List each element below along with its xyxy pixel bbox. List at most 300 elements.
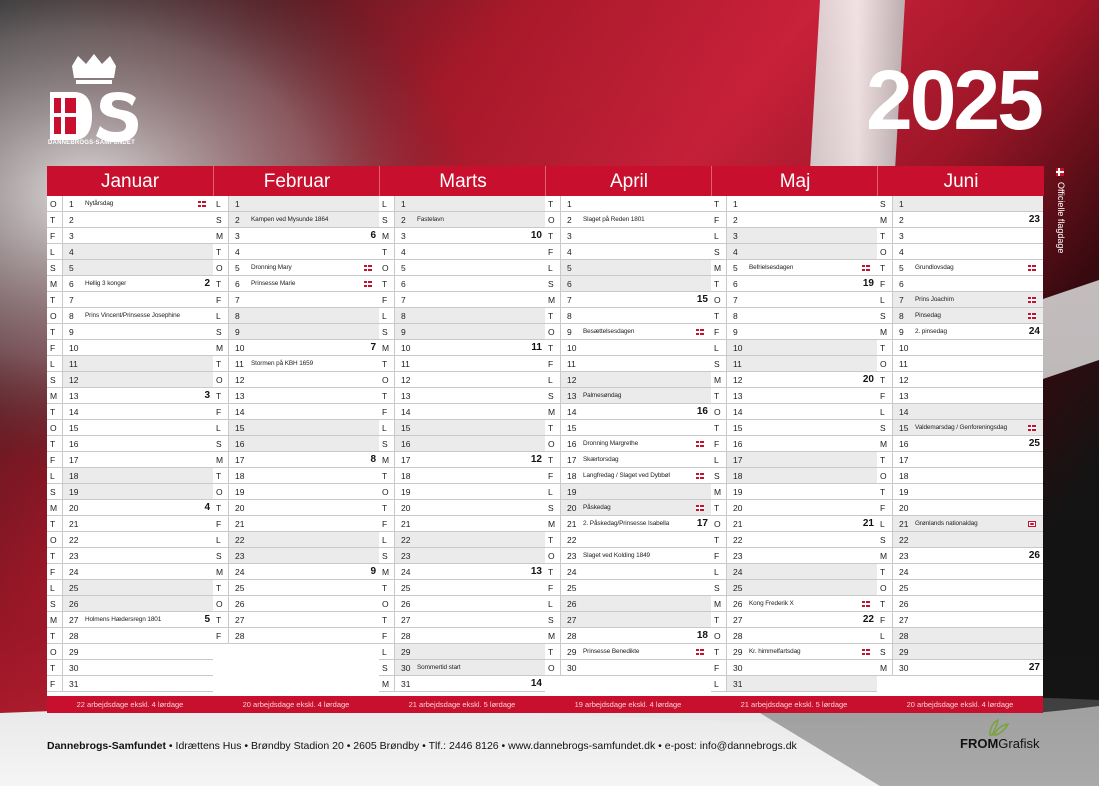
day-row xyxy=(877,484,1043,500)
day-number: 9 xyxy=(235,327,240,337)
day-row xyxy=(213,404,379,420)
weekday-letter: T xyxy=(213,356,229,371)
day-row xyxy=(47,532,213,548)
weekday-letter: M xyxy=(47,276,63,291)
weekday-letter: L xyxy=(213,420,229,435)
day-row xyxy=(711,644,877,660)
day-row xyxy=(545,292,711,308)
day-row xyxy=(711,372,877,388)
weekday-letter: T xyxy=(545,340,561,355)
day-number: 6 xyxy=(235,279,240,289)
day-number: 19 xyxy=(401,487,411,497)
weekday-letter: O xyxy=(47,532,63,547)
day-number: 21 xyxy=(235,519,245,529)
day-row xyxy=(379,452,545,468)
weekday-letter: M xyxy=(47,388,63,403)
logo-subtitle: DANNEBROGS-SAMFUNDET xyxy=(48,140,135,146)
week-number: 3 xyxy=(204,390,210,401)
weekday-letter: M xyxy=(711,372,727,387)
day-number: 20 xyxy=(69,503,79,513)
day-number: 6 xyxy=(733,279,738,289)
weekday-letter: S xyxy=(711,356,727,371)
weekday-letter: T xyxy=(47,660,63,675)
leaf-icon xyxy=(986,718,1010,736)
day-row xyxy=(545,228,711,244)
day-row xyxy=(711,276,877,292)
day-number: 23 xyxy=(401,551,411,561)
day-row xyxy=(379,500,545,516)
footer-address: • Idrættens Hus • Brøndby Stadion 20 • 2605 Brøndby • Tlf.: 2446 8126 • www.dannebrogs-samfundet.dk • e-post: info@dannebrogs.dk xyxy=(166,740,797,752)
day-row xyxy=(379,292,545,308)
day-number: 11 xyxy=(733,359,742,369)
day-row xyxy=(213,388,379,404)
day-row xyxy=(213,340,379,356)
day-row xyxy=(545,612,711,628)
day-row xyxy=(711,532,877,548)
week-number: 2 xyxy=(204,278,210,289)
weekday-letter: T xyxy=(379,468,395,483)
day-row xyxy=(379,340,545,356)
day-row xyxy=(545,420,711,436)
day-row xyxy=(213,612,379,628)
weekday-letter: F xyxy=(711,212,727,227)
day-row xyxy=(877,356,1043,372)
day-number: 24 xyxy=(899,567,909,577)
day-number: 26 xyxy=(235,599,245,609)
month-header: April xyxy=(545,166,712,196)
weekday-letter: F xyxy=(877,388,893,403)
day-number: 10 xyxy=(401,343,411,353)
greenland-flag-icon xyxy=(1028,521,1036,527)
day-number: 5 xyxy=(69,263,74,273)
holiday-label: Grønlands nationaldag xyxy=(915,520,978,527)
week-number: 27 xyxy=(1028,662,1040,673)
dannebrog-flag-icon xyxy=(1028,265,1036,271)
day-number: 9 xyxy=(733,327,738,337)
holiday-label: Dronning Margrethe xyxy=(583,440,639,447)
weekday-letter: S xyxy=(213,212,229,227)
day-number: 20 xyxy=(401,503,411,513)
day-row xyxy=(711,228,877,244)
day-row xyxy=(711,484,877,500)
dannebrog-flag-icon xyxy=(364,281,372,287)
holiday-label: Sommertid start xyxy=(417,664,461,671)
day-row xyxy=(47,628,213,644)
weekday-letter: F xyxy=(545,356,561,371)
day-row xyxy=(47,276,213,292)
day-row xyxy=(877,516,1043,532)
weekday-letter: O xyxy=(545,212,561,227)
day-number: 11 xyxy=(69,359,78,369)
day-number: 24 xyxy=(401,567,411,577)
holiday-label: Skærtorsdag xyxy=(583,456,619,463)
day-number: 11 xyxy=(401,359,410,369)
day-number: 4 xyxy=(401,247,406,257)
day-row xyxy=(877,500,1043,516)
day-row xyxy=(47,356,213,372)
day-row xyxy=(213,468,379,484)
day-row xyxy=(711,452,877,468)
day-number: 30 xyxy=(567,663,577,673)
holiday-label: Prinsesse Marie xyxy=(251,280,296,287)
weekday-letter: M xyxy=(877,324,893,339)
day-row xyxy=(47,292,213,308)
weekday-letter: O xyxy=(379,484,395,499)
month-header: Januar xyxy=(47,166,213,196)
dannebrog-flag-icon xyxy=(364,265,372,271)
day-number: 3 xyxy=(733,231,738,241)
holiday-label: Hellig 3 konger xyxy=(85,280,127,287)
day-number: 28 xyxy=(69,631,79,641)
day-row xyxy=(545,516,711,532)
day-number: 10 xyxy=(899,343,909,353)
day-row xyxy=(877,276,1043,292)
weekday-letter: O xyxy=(47,644,63,659)
day-row xyxy=(379,644,545,660)
weekday-letter: L xyxy=(545,596,561,611)
day-row xyxy=(545,532,711,548)
weekday-letter: S xyxy=(711,244,727,259)
day-row xyxy=(213,420,379,436)
day-number: 1 xyxy=(69,199,74,209)
day-number: 7 xyxy=(69,295,74,305)
weekday-letter: S xyxy=(379,212,395,227)
day-row xyxy=(711,308,877,324)
weekday-letter: L xyxy=(545,484,561,499)
weekday-letter: L xyxy=(213,308,229,323)
day-row xyxy=(711,420,877,436)
weekday-letter: T xyxy=(213,468,229,483)
weekday-letter: T xyxy=(877,564,893,579)
weekday-letter: L xyxy=(877,404,893,419)
weekday-letter: S xyxy=(877,196,893,211)
day-number: 18 xyxy=(69,471,79,481)
day-number: 12 xyxy=(899,375,909,385)
day-number: 26 xyxy=(567,599,577,609)
day-number: 25 xyxy=(235,583,245,593)
weekday-letter: M xyxy=(213,340,229,355)
day-row xyxy=(877,372,1043,388)
day-number: 27 xyxy=(733,615,743,625)
weekday-letter: L xyxy=(47,244,63,259)
day-row xyxy=(545,468,711,484)
day-row xyxy=(379,404,545,420)
day-row xyxy=(379,420,545,436)
day-number: 13 xyxy=(733,391,743,401)
day-number: 12 xyxy=(567,375,577,385)
weekday-letter: T xyxy=(47,324,63,339)
day-row xyxy=(379,660,545,676)
weekday-letter: T xyxy=(47,212,63,227)
day-number: 4 xyxy=(567,247,572,257)
weekday-letter: S xyxy=(545,612,561,627)
day-row xyxy=(379,228,545,244)
day-number: 6 xyxy=(899,279,904,289)
weekday-letter: T xyxy=(213,388,229,403)
month-header: Februar xyxy=(213,166,380,196)
day-row xyxy=(711,596,877,612)
weekday-letter: F xyxy=(213,628,229,643)
day-number: 16 xyxy=(401,439,411,449)
day-row xyxy=(47,468,213,484)
day-number: 23 xyxy=(69,551,79,561)
day-number: 7 xyxy=(567,295,572,305)
month-header: Maj xyxy=(711,166,878,196)
day-number: 10 xyxy=(567,343,577,353)
week-number: 6 xyxy=(370,230,376,241)
day-row xyxy=(545,484,711,500)
day-number: 6 xyxy=(567,279,572,289)
weekday-letter: T xyxy=(545,420,561,435)
holiday-label: 2. pinsedag xyxy=(915,328,947,335)
dannebrog-flag-icon xyxy=(862,265,870,271)
weekday-letter: O xyxy=(545,436,561,451)
day-row xyxy=(877,628,1043,644)
weekday-letter: T xyxy=(379,244,395,259)
weekday-letter: L xyxy=(711,340,727,355)
weekday-letter: S xyxy=(545,276,561,291)
day-row xyxy=(379,388,545,404)
day-row xyxy=(545,660,711,676)
weekday-letter: T xyxy=(213,612,229,627)
weekday-letter: M xyxy=(213,228,229,243)
day-number: 13 xyxy=(69,391,79,401)
day-number: 15 xyxy=(899,423,909,433)
day-number: 9 xyxy=(401,327,406,337)
day-number: 4 xyxy=(69,247,74,257)
day-row xyxy=(213,276,379,292)
day-number: 20 xyxy=(235,503,245,513)
day-row xyxy=(877,564,1043,580)
weekday-letter: F xyxy=(213,404,229,419)
week-number: 10 xyxy=(530,230,542,241)
day-row xyxy=(47,548,213,564)
week-number: 26 xyxy=(1028,550,1040,561)
weekday-letter: F xyxy=(47,340,63,355)
day-number: 8 xyxy=(567,311,572,321)
weekday-letter: F xyxy=(379,292,395,307)
day-row xyxy=(213,436,379,452)
day-row xyxy=(711,244,877,260)
printer-logo xyxy=(960,736,1039,751)
day-row xyxy=(379,436,545,452)
day-row xyxy=(545,276,711,292)
day-number: 10 xyxy=(69,343,79,353)
day-number: 16 xyxy=(69,439,79,449)
day-row xyxy=(711,388,877,404)
day-number: 4 xyxy=(235,247,240,257)
footer-contact xyxy=(47,740,797,752)
day-row xyxy=(379,676,545,692)
day-number: 23 xyxy=(235,551,245,561)
day-number: 28 xyxy=(401,631,411,641)
weekday-letter: S xyxy=(877,308,893,323)
weekday-letter: T xyxy=(711,500,727,515)
weekday-letter: S xyxy=(213,436,229,451)
weekday-letter: F xyxy=(47,452,63,467)
day-number: 14 xyxy=(899,407,909,417)
weekday-letter: M xyxy=(379,340,395,355)
day-number: 9 xyxy=(69,327,74,337)
workdays-summary: 20 arbejdsdage ekskl. 4 lørdage xyxy=(877,696,1043,713)
day-row xyxy=(213,564,379,580)
day-number: 12 xyxy=(733,375,743,385)
workdays-summary: 22 arbejdsdage ekskl. 4 lørdage xyxy=(47,696,213,713)
day-number: 15 xyxy=(235,423,245,433)
weekday-letter: F xyxy=(711,548,727,563)
day-row xyxy=(711,612,877,628)
week-number: 16 xyxy=(696,406,708,417)
day-row xyxy=(379,212,545,228)
day-number: 8 xyxy=(235,311,240,321)
weekday-letter: T xyxy=(711,420,727,435)
day-number: 16 xyxy=(235,439,245,449)
weekday-letter: M xyxy=(379,564,395,579)
dannebrog-flag-icon xyxy=(862,601,870,607)
day-number: 7 xyxy=(401,295,406,305)
day-number: 27 xyxy=(69,615,79,625)
day-number: 25 xyxy=(733,583,743,593)
day-number: 22 xyxy=(567,535,577,545)
weekday-letter: T xyxy=(877,228,893,243)
week-number: 25 xyxy=(1028,438,1040,449)
day-row xyxy=(545,212,711,228)
day-number: 29 xyxy=(899,647,909,657)
weekday-letter: O xyxy=(877,468,893,483)
day-row xyxy=(379,244,545,260)
weekday-letter: F xyxy=(47,676,63,691)
day-row xyxy=(545,404,711,420)
day-number: 4 xyxy=(899,247,904,257)
month-header: Juni xyxy=(877,166,1044,196)
weekday-letter: F xyxy=(711,660,727,675)
day-row xyxy=(47,452,213,468)
day-row xyxy=(545,500,711,516)
weekday-letter: T xyxy=(877,340,893,355)
day-number: 3 xyxy=(567,231,572,241)
day-row xyxy=(545,388,711,404)
week-number: 23 xyxy=(1028,214,1040,225)
weekday-letter: T xyxy=(545,228,561,243)
day-number: 25 xyxy=(899,583,909,593)
weekday-letter: F xyxy=(379,516,395,531)
weekday-letter: M xyxy=(877,660,893,675)
day-row xyxy=(213,548,379,564)
weekday-letter: O xyxy=(47,308,63,323)
day-row xyxy=(213,308,379,324)
day-row xyxy=(47,612,213,628)
month-header: Marts xyxy=(379,166,546,196)
day-row xyxy=(47,660,213,676)
day-row xyxy=(877,228,1043,244)
day-row xyxy=(877,580,1043,596)
day-row xyxy=(213,196,379,212)
day-row xyxy=(379,372,545,388)
weekday-letter: M xyxy=(877,212,893,227)
weekday-letter: T xyxy=(877,260,893,275)
workdays-summary: 21 arbejdsdage ekskl. 5 lørdage xyxy=(379,696,545,713)
weekday-letter: S xyxy=(213,324,229,339)
weekday-letter: O xyxy=(711,628,727,643)
holiday-label: Langfredag / Slaget ved Dybbøl xyxy=(583,472,670,479)
day-number: 4 xyxy=(733,247,738,257)
day-number: 12 xyxy=(235,375,245,385)
day-number: 30 xyxy=(401,663,411,673)
weekday-letter: O xyxy=(379,372,395,387)
weekday-letter: O xyxy=(47,420,63,435)
day-number: 1 xyxy=(567,199,572,209)
day-row xyxy=(877,436,1043,452)
weekday-letter: F xyxy=(877,276,893,291)
day-number: 18 xyxy=(733,471,743,481)
day-number: 14 xyxy=(567,407,577,417)
weekday-letter: T xyxy=(711,388,727,403)
day-row xyxy=(213,532,379,548)
day-number: 26 xyxy=(69,599,79,609)
day-number: 22 xyxy=(69,535,79,545)
week-number: 7 xyxy=(370,342,376,353)
day-number: 20 xyxy=(567,503,577,513)
day-row xyxy=(47,212,213,228)
day-number: 26 xyxy=(899,599,909,609)
side-label: Officielle flagdage xyxy=(1056,182,1066,254)
day-number: 27 xyxy=(899,615,909,625)
day-number: 5 xyxy=(567,263,572,273)
day-row xyxy=(379,468,545,484)
day-number: 21 xyxy=(899,519,909,529)
day-row xyxy=(877,212,1043,228)
holiday-label: Kampen ved Mysunde 1864 xyxy=(251,216,329,223)
day-number: 2 xyxy=(567,215,572,225)
week-number: 11 xyxy=(531,342,542,353)
week-number: 8 xyxy=(370,454,376,465)
weekday-letter: O xyxy=(711,516,727,531)
day-number: 11 xyxy=(567,359,576,369)
weekday-letter: T xyxy=(213,276,229,291)
weekday-letter: O xyxy=(711,292,727,307)
day-number: 30 xyxy=(733,663,743,673)
weekday-letter: T xyxy=(379,580,395,595)
weekday-letter: S xyxy=(379,324,395,339)
weekday-letter: T xyxy=(545,452,561,467)
day-number: 24 xyxy=(235,567,245,577)
weekday-letter: S xyxy=(47,372,63,387)
weekday-letter: T xyxy=(47,548,63,563)
day-row xyxy=(545,628,711,644)
weekday-letter: L xyxy=(379,196,395,211)
weekday-letter: T xyxy=(545,532,561,547)
day-number: 2 xyxy=(899,215,904,225)
day-row xyxy=(379,596,545,612)
day-row xyxy=(711,356,877,372)
weekday-letter: S xyxy=(47,484,63,499)
day-row xyxy=(877,404,1043,420)
weekday-letter: T xyxy=(47,628,63,643)
weekday-letter: L xyxy=(711,228,727,243)
week-number: 9 xyxy=(370,566,376,577)
day-row xyxy=(47,404,213,420)
day-number: 11 xyxy=(899,359,908,369)
day-row xyxy=(47,676,213,692)
day-number: 22 xyxy=(235,535,245,545)
day-row xyxy=(877,260,1043,276)
month-column-april xyxy=(545,166,711,713)
day-row xyxy=(379,548,545,564)
day-number: 13 xyxy=(235,391,245,401)
day-row xyxy=(545,452,711,468)
weekday-letter: M xyxy=(213,452,229,467)
dannebrog-flag-icon xyxy=(696,329,704,335)
